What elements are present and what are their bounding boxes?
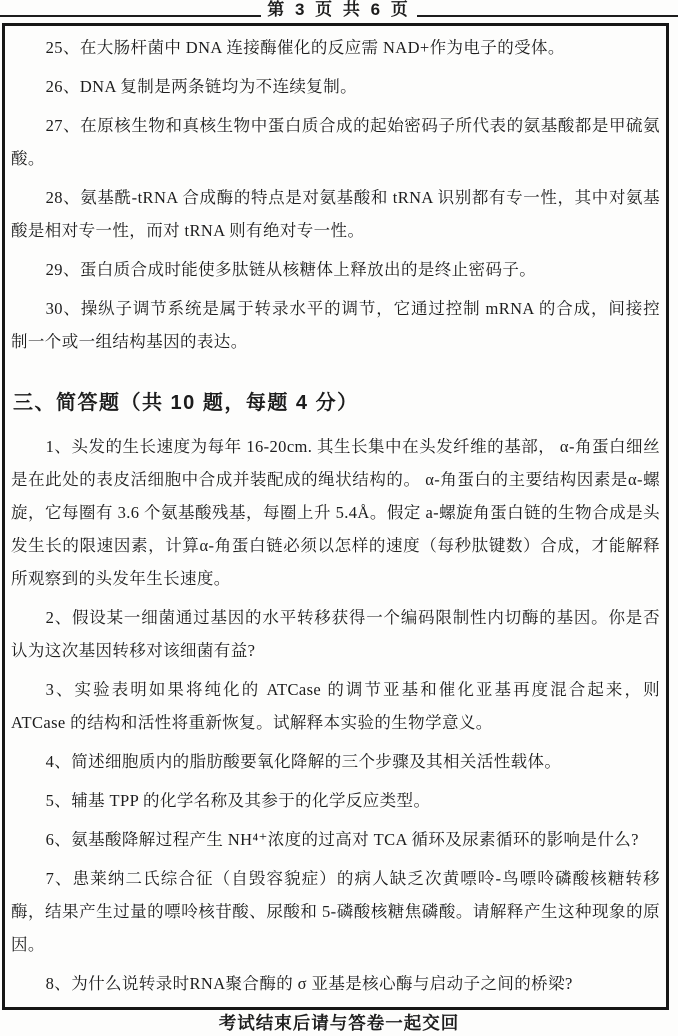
exam-content-box [2, 23, 669, 1010]
page-number-label: 第 3 页 共 6 页 [261, 0, 417, 20]
question-30: 30、操纵子调节系统是属于转录水平的调节，它通过控制 mRNA 的合成，间接控制一个或一组结构基因的表达。 [11, 299, 660, 351]
section-three-title: 三、简答题（共 10 题，每题 4 分） [13, 392, 359, 414]
question-7: 7、患莱纳二氏综合征（自毁容貌症）的病人缺乏次黄嘌呤-鸟嘌呤磷酸核糖转移酶，结果产生过量的嘌呤核苷酸、尿酸和 5-磷酸核糖焦磷酸。请解释产生这种现象的原因。 [11, 869, 660, 954]
question-26: 26、DNA 复制是两条链均为不连续复制。 [45, 77, 358, 96]
question-28: 28、氨基酰-tRNA 合成酶的特点是对氨基酸和 tRNA 识别都有专一性，其中对氨基酸是相对专一性，而对 tRNA 则有绝对专一性。 [11, 188, 660, 240]
question-27: 27、在原核生物和真核生物中蛋白质合成的起始密码子所代表的氨基酸都是甲硫氨酸。 [11, 116, 660, 168]
question-29: 29、蛋白质合成时能使多肽链从核糖体上释放出的是终止密码子。 [45, 260, 537, 279]
question-25: 25、在大肠杆菌中 DNA 连接酶催化的反应需 NAD+作为电子的受体。 [45, 38, 565, 57]
footer-note: 考试结束后请与答卷一起交回 [218, 1013, 460, 1033]
page-header [0, 0, 678, 22]
page-footer [0, 1011, 678, 1035]
question-2: 2、假设某一细菌通过基因的水平转移获得一个编码限制性内切酶的基因。你是否认为这次基因转移对该细菌有益? [11, 608, 660, 660]
question-4: 4、简述细胞质内的脂肪酸要氧化降解的三个步骤及其相关活性载体。 [45, 752, 562, 771]
question-5: 5、辅基 TPP 的化学名称及其参于的化学反应类型。 [45, 791, 431, 810]
question-8: 8、为什么说转录时RNA聚合酶的 σ 亚基是核心酶与启动子之间的桥梁? [45, 974, 573, 993]
question-3: 3、实验表明如果将纯化的 ATCase 的调节亚基和催化亚基再度混合起来，则 ATCase 的结构和活性将重新恢复。试解释本实验的生物学意义。 [11, 680, 660, 732]
question-6: 6、氨基酸降解过程产生 NH⁴⁺浓度的过高对 TCA 循环及尿素循环的影响是什么? [45, 830, 639, 849]
question-1: 1、头发的生长速度为每年 16-20cm. 其生长集中在头发纤维的基部， α-角蛋白细丝是在此处的表皮活细胞中合成并装配成的绳状结构的。 α-角蛋白的主要结构因素是α-螺旋，它每圈有 3.6 个氨基酸残基，每圈上升 5.4Å。假定 a-螺旋角蛋白链的生物合成是头发生长的限速因素，计算α-角蛋白链必须以怎样的速度（每秒肽键数）合成，才能解释所观察到的头发年生长速度。 [11, 437, 660, 588]
